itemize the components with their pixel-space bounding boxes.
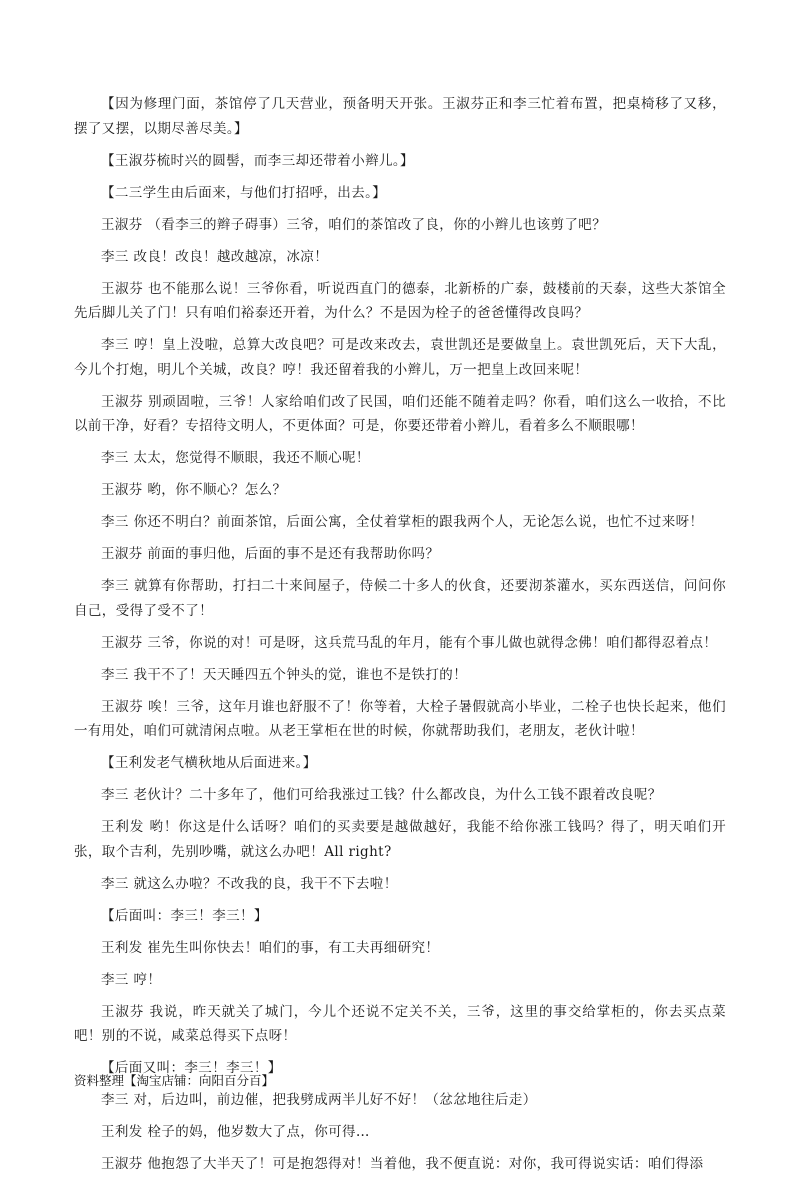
paragraph: 【后面叫：李三！李三！】 (101, 907, 268, 924)
paragraph: 王利发 哟！你这是什么话呀？咱们的买卖要是越做越好，我能不给你涨工钱吗？得了，明天咱们开张，取个吉利，先别吵嘴，就这么办吧！All right? (74, 819, 726, 860)
paragraph: 王淑芬 我说，昨天就关了城门，今儿个还说不定关不关，三爷，这里的事交给掌柜的，你去买点菜吧！别的不说，咸菜总得买下点呀！ (74, 1003, 726, 1044)
paragraph: 王淑芬 （看李三的辫子碍事）三爷，咱们的茶馆改了良，你的小辫儿也该剪了吧？ (101, 216, 607, 233)
paragraph: 李三 就算有你帮助，打扫二十来间屋子，侍候二十多人的伙食，还要沏茶灌水，买东西送信，问问你自己，受得了受不了！ (74, 578, 726, 619)
paragraph: 【二三学生由后面来，与他们打招呼，出去。】 (101, 184, 387, 201)
paragraph: 李三 老伙计？二十多年了，他们可给我涨过工钱？什么都改良，为什么工钱不跟着改良呢？ (101, 787, 662, 803)
paragraph: 【因为修理门面，茶馆停了几天营业，预备明天开张。王淑芬正和李三忙着布置，把桌椅移了又移，摆了又摆，以期尽善尽美。】 (74, 96, 726, 137)
paragraph: 【王利发老气横秋地从后面进来。】 (101, 755, 317, 771)
paragraph: 王淑芬 也不能那么说！三爷你看，听说西直门的德泰，北新桥的广泰，鼓楼前的天泰，这些大茶馆全先后脚儿关了门！只有咱们裕泰还开着，为什么？不是因为栓子的爸爸懂得改良吗？ (74, 280, 726, 321)
paragraph: 李三 太太，您觉得不顺眼，我还不顺心呢！ (101, 450, 370, 466)
paragraph: 王利发 崔先生叫你快去！咱们的事，有工夫再细研究！ (101, 939, 440, 956)
paragraph: 王淑芬 三爷，你说的对！可是呀，这兵荒马乱的年月，能有个事儿做也就得念佛！咱们都得忍着点！ (101, 634, 718, 651)
paragraph: 李三 哼！皇上没啦，总算大改良吧？可是改来改去，袁世凯还是要做皇上。袁世凯死后，天下大乱，今儿个打炮，明儿个关城，改良？哼！我还留着我的小辫儿，万一把皇上改回来呢！ (74, 337, 726, 378)
paragraph: 李三 我干不了！天天睡四五个钟头的觉，谁也不是铁打的！ (101, 666, 468, 683)
paragraph: 李三 你还不明白？前面茶馆，后面公寓，全仗着掌柜的跟我两个人，无论怎么说，也忙不过来呀！ (101, 514, 704, 530)
paragraph: 王淑芬 别顽固啦，三爷！人家给咱们改了民国，咱们还能不随着走吗？你看，咱们这么一收拾，不比以前干净，好看？专招待文明人，不更体面？可是，你要还带着小辫儿，看着多么不顺眼哪！ (74, 393, 726, 434)
paragraph: 李三 哼！ (101, 971, 162, 988)
paragraph: 王淑芬 唉！三爷，这年月谁也舒服不了！你等着，大栓子暑假就高小毕业，二栓子也快长起来，他们一有用处，咱们可就清闲点啦。从老王掌柜在世的时候，你就帮助我们，老朋友，老伙计啦！ (74, 698, 726, 739)
paragraph: 王淑芬 他抱怨了大半天了！可是抱怨得对！当着他，我不便直说：对你，我可得说实话：咱们得添 (101, 1156, 704, 1172)
script-body (74, 92, 726, 1184)
paragraph: 李三 就这么办啦？不改我的良，我干不下去啦！ (101, 875, 398, 892)
paragraph: 李三 改良！改良！越改越凉，冰凉！ (101, 248, 329, 265)
paragraph: 王淑芬 前面的事归他，后面的事不是还有我帮助你吗？ (101, 546, 440, 562)
page-footer: 资料整理【淘宝店铺：向阳百分百】 (74, 1073, 275, 1088)
paragraph: 王淑芬 哟，你不顺心？怎么？ (101, 482, 287, 498)
paragraph: 【后面又叫：李三！李三！】 (101, 1060, 282, 1076)
paragraph: 李三 对，后边叫，前边催，把我劈成两半儿好不好！（忿忿地往后走） (101, 1092, 537, 1108)
paragraph: 王利发 栓子的妈，他岁数大了点，你可得… (101, 1124, 370, 1140)
paragraph: 【王淑芬梳时兴的圆髻，而李三却还带着小辫儿。】 (101, 152, 414, 169)
